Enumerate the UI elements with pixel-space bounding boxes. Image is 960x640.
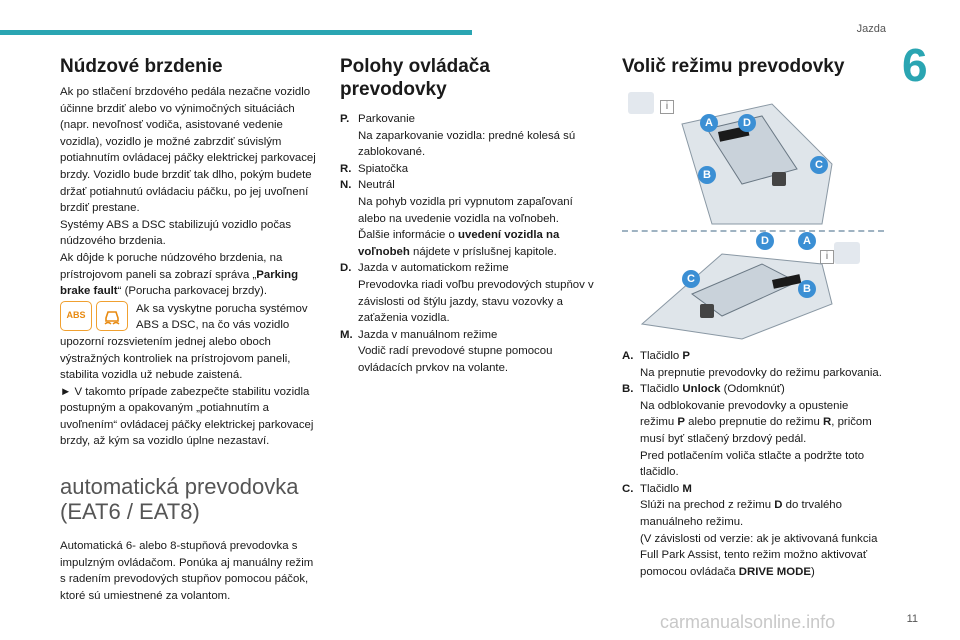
section-title-gear-selector: Volič režimu prevodovky	[622, 56, 845, 77]
column-gear-positions	[340, 55, 602, 377]
callout-A: A	[700, 114, 718, 132]
subhead-line: automatická prevodovka	[60, 474, 299, 500]
item-body	[640, 481, 884, 581]
text: P	[682, 350, 691, 362]
text: uvedení vozidla na voľnobeh	[358, 229, 560, 258]
list-item	[622, 348, 884, 381]
item-key: C.	[622, 482, 634, 495]
item-name: Jazda v automatickom režime	[358, 262, 509, 275]
item-desc: Pred potlačením voliča stlačte a podržte toto tlačidlo.	[640, 449, 865, 479]
paragraph: Automatická 6- alebo 8-stupňová prevodovka s impulzným ovládačom. Ponúka aj manuálny režim s radením prevodových stupňov pomocou páčok, ktoré sú umiestnené za volantom.	[60, 540, 314, 602]
item-key: P.	[340, 113, 350, 125]
list-item	[340, 327, 602, 377]
lhd-info-icon: i	[660, 100, 674, 114]
text: Slúži na prechod z režimu	[640, 499, 775, 512]
text: alebo prepnutie do režimu	[684, 416, 823, 429]
text: Ak dôjde k poruche núdzového brzdenia, na prístrojovom paneli sa zobrazí správa „	[60, 251, 283, 281]
list-item	[340, 161, 602, 178]
text: D	[774, 499, 783, 512]
chapter-number: 6	[902, 39, 928, 91]
item-desc	[640, 398, 884, 448]
item-body	[358, 327, 602, 377]
item-desc: Na prepnutie prevodovky do režimu parkovania.	[640, 366, 882, 379]
text: Na odblokovanie prevodovky a opustenie režimu	[640, 399, 849, 429]
column-emergency-braking	[60, 55, 322, 604]
item-name	[640, 481, 884, 498]
selector-illustration-top	[622, 84, 884, 230]
paragraph: Systémy ABS a DSC stabilizujú vozidlo počas núdzového brzdenia.	[60, 218, 292, 248]
item-body	[358, 111, 602, 161]
item-key: D.	[340, 262, 352, 275]
item-name: Jazda v manuálnom režime	[358, 328, 498, 341]
text: Unlock	[682, 383, 721, 396]
warning-block	[60, 301, 322, 384]
item-name	[640, 348, 884, 365]
list-item	[340, 260, 602, 326]
item-key: N.	[340, 179, 352, 192]
item-name: Spiatočka	[358, 162, 409, 175]
subhead-line: (EAT6 / EAT8)	[60, 499, 200, 525]
gear-selector-diagram	[622, 84, 884, 334]
text: Tlačidlo	[640, 350, 683, 362]
selector-button-list	[622, 348, 884, 580]
text: DRIVE MODE	[738, 565, 811, 578]
item-desc: Prevodovka riadi voľbu prevodových stupňov v závislosti od štýlu jazdy, stavu vozovky a zaťaženia vozidla.	[358, 278, 594, 325]
text: P	[677, 416, 685, 429]
text: R	[823, 416, 832, 429]
abs-warning-icon: ABS	[60, 301, 92, 331]
text: Tlačidlo	[640, 482, 683, 495]
callout-D: D	[756, 232, 774, 250]
text: , pričom musí byť stlačený brzdový pedál.	[640, 416, 872, 445]
section-title-emergency-braking: Núdzové brzdenie	[60, 56, 223, 77]
callout-C: C	[682, 270, 700, 288]
text: M	[682, 482, 692, 495]
callout-C: C	[810, 156, 828, 174]
text: (V závislosti od verzie: ak je aktivovaná funkcia Full Park Assist, tento režim možno aktivovať pomocou ovládača	[640, 532, 878, 578]
message-text: Parking brake fault	[60, 268, 299, 298]
paragraph: ► V takomto prípade zabezpečte stabilitu vozidla postupným a opakovaným „potiahnutím a uvoľnením“ ovládacej páčky elektrickej parkovacej brzdy, až kým sa vozidlo úplne nezastaví.	[60, 385, 314, 448]
item-desc	[640, 497, 884, 530]
text: do trvalého manuálneho režimu.	[640, 499, 842, 528]
running-head: Jazda	[856, 23, 886, 35]
item-name	[640, 381, 884, 398]
item-key: R.	[340, 162, 352, 175]
item-desc	[358, 227, 602, 260]
callout-A: A	[798, 232, 816, 250]
paragraph: Ak sa vyskytne porucha systémov ABS a DSC, na čo vás vozidlo upozorní rozsvietením jednej alebo oboch výstražných kontroliek na prístrojovom paneli, stabilita vozidla už nebude zaistená.	[60, 302, 308, 382]
callout-D: D	[738, 114, 756, 132]
warning-icons	[60, 301, 132, 333]
callout-B: B	[698, 166, 716, 184]
callout-B: B	[798, 280, 816, 298]
rhd-info-icon: i	[820, 250, 834, 264]
item-desc: Vodič radí prevodové stupne pomocou ovládacích prvkov na volante.	[358, 345, 553, 374]
text: “ (Porucha parkovacej brzdy).	[117, 285, 268, 298]
column-gear-selector	[622, 55, 884, 580]
text: )	[810, 565, 815, 578]
title-line: prevodovky	[340, 79, 447, 100]
item-body	[358, 177, 602, 260]
page-number: 11	[906, 613, 918, 625]
diagram-divider	[622, 230, 884, 232]
item-body	[640, 381, 884, 481]
selector-illustration-bottom	[622, 234, 884, 344]
stability-warning-icon	[96, 301, 128, 331]
paragraph: Ak po stlačení brzdového pedála nezačne vozidlo účinne brzdiť alebo vo výnimočných situáciách (napr. nevoľnosť vodiča, asistované vedenie vozidla), vozidlo je možné zabrzdiť súvislým potiahnutím ovládacej páčky elektrickej parkovacej brzdy. Vozidlo bude brzdiť tak dlho, pokým budete držať potiahnutú ovládaciu páčku, po jej uvoľnení brzdiť prestane.	[60, 86, 316, 215]
text: Tlačidlo	[640, 383, 683, 396]
list-item	[622, 481, 884, 581]
item-desc	[640, 531, 884, 581]
item-key: M.	[340, 328, 353, 341]
item-desc: Na pohyb vozidla pri vypnutom zapaľovaní alebo na uvedenie vozidla na voľnobeh.	[358, 195, 573, 225]
item-body	[358, 260, 602, 326]
item-key: B.	[622, 383, 634, 396]
paragraph	[60, 250, 322, 300]
section-title-automatic-gearbox	[60, 474, 322, 524]
text: nájdete v príslušnej kapitole.	[409, 245, 557, 258]
text: Ďalšie informácie o	[358, 229, 459, 242]
top-accent-bar	[0, 30, 472, 35]
text: (Odomknúť)	[720, 383, 785, 396]
item-name: Parkovanie	[358, 113, 415, 125]
list-item	[622, 381, 884, 481]
item-name: Neutrál	[358, 179, 395, 192]
watermark: carmanualsonline.info	[660, 612, 836, 632]
title-line: Polohy ovládača	[340, 56, 490, 77]
item-body	[640, 348, 884, 381]
section-title-gear-positions	[340, 55, 602, 101]
list-item	[340, 111, 602, 161]
item-key: A.	[622, 350, 634, 362]
item-desc: Na zaparkovanie vozidla: predné kolesá sú zablokované.	[358, 129, 576, 159]
list-item	[340, 177, 602, 260]
